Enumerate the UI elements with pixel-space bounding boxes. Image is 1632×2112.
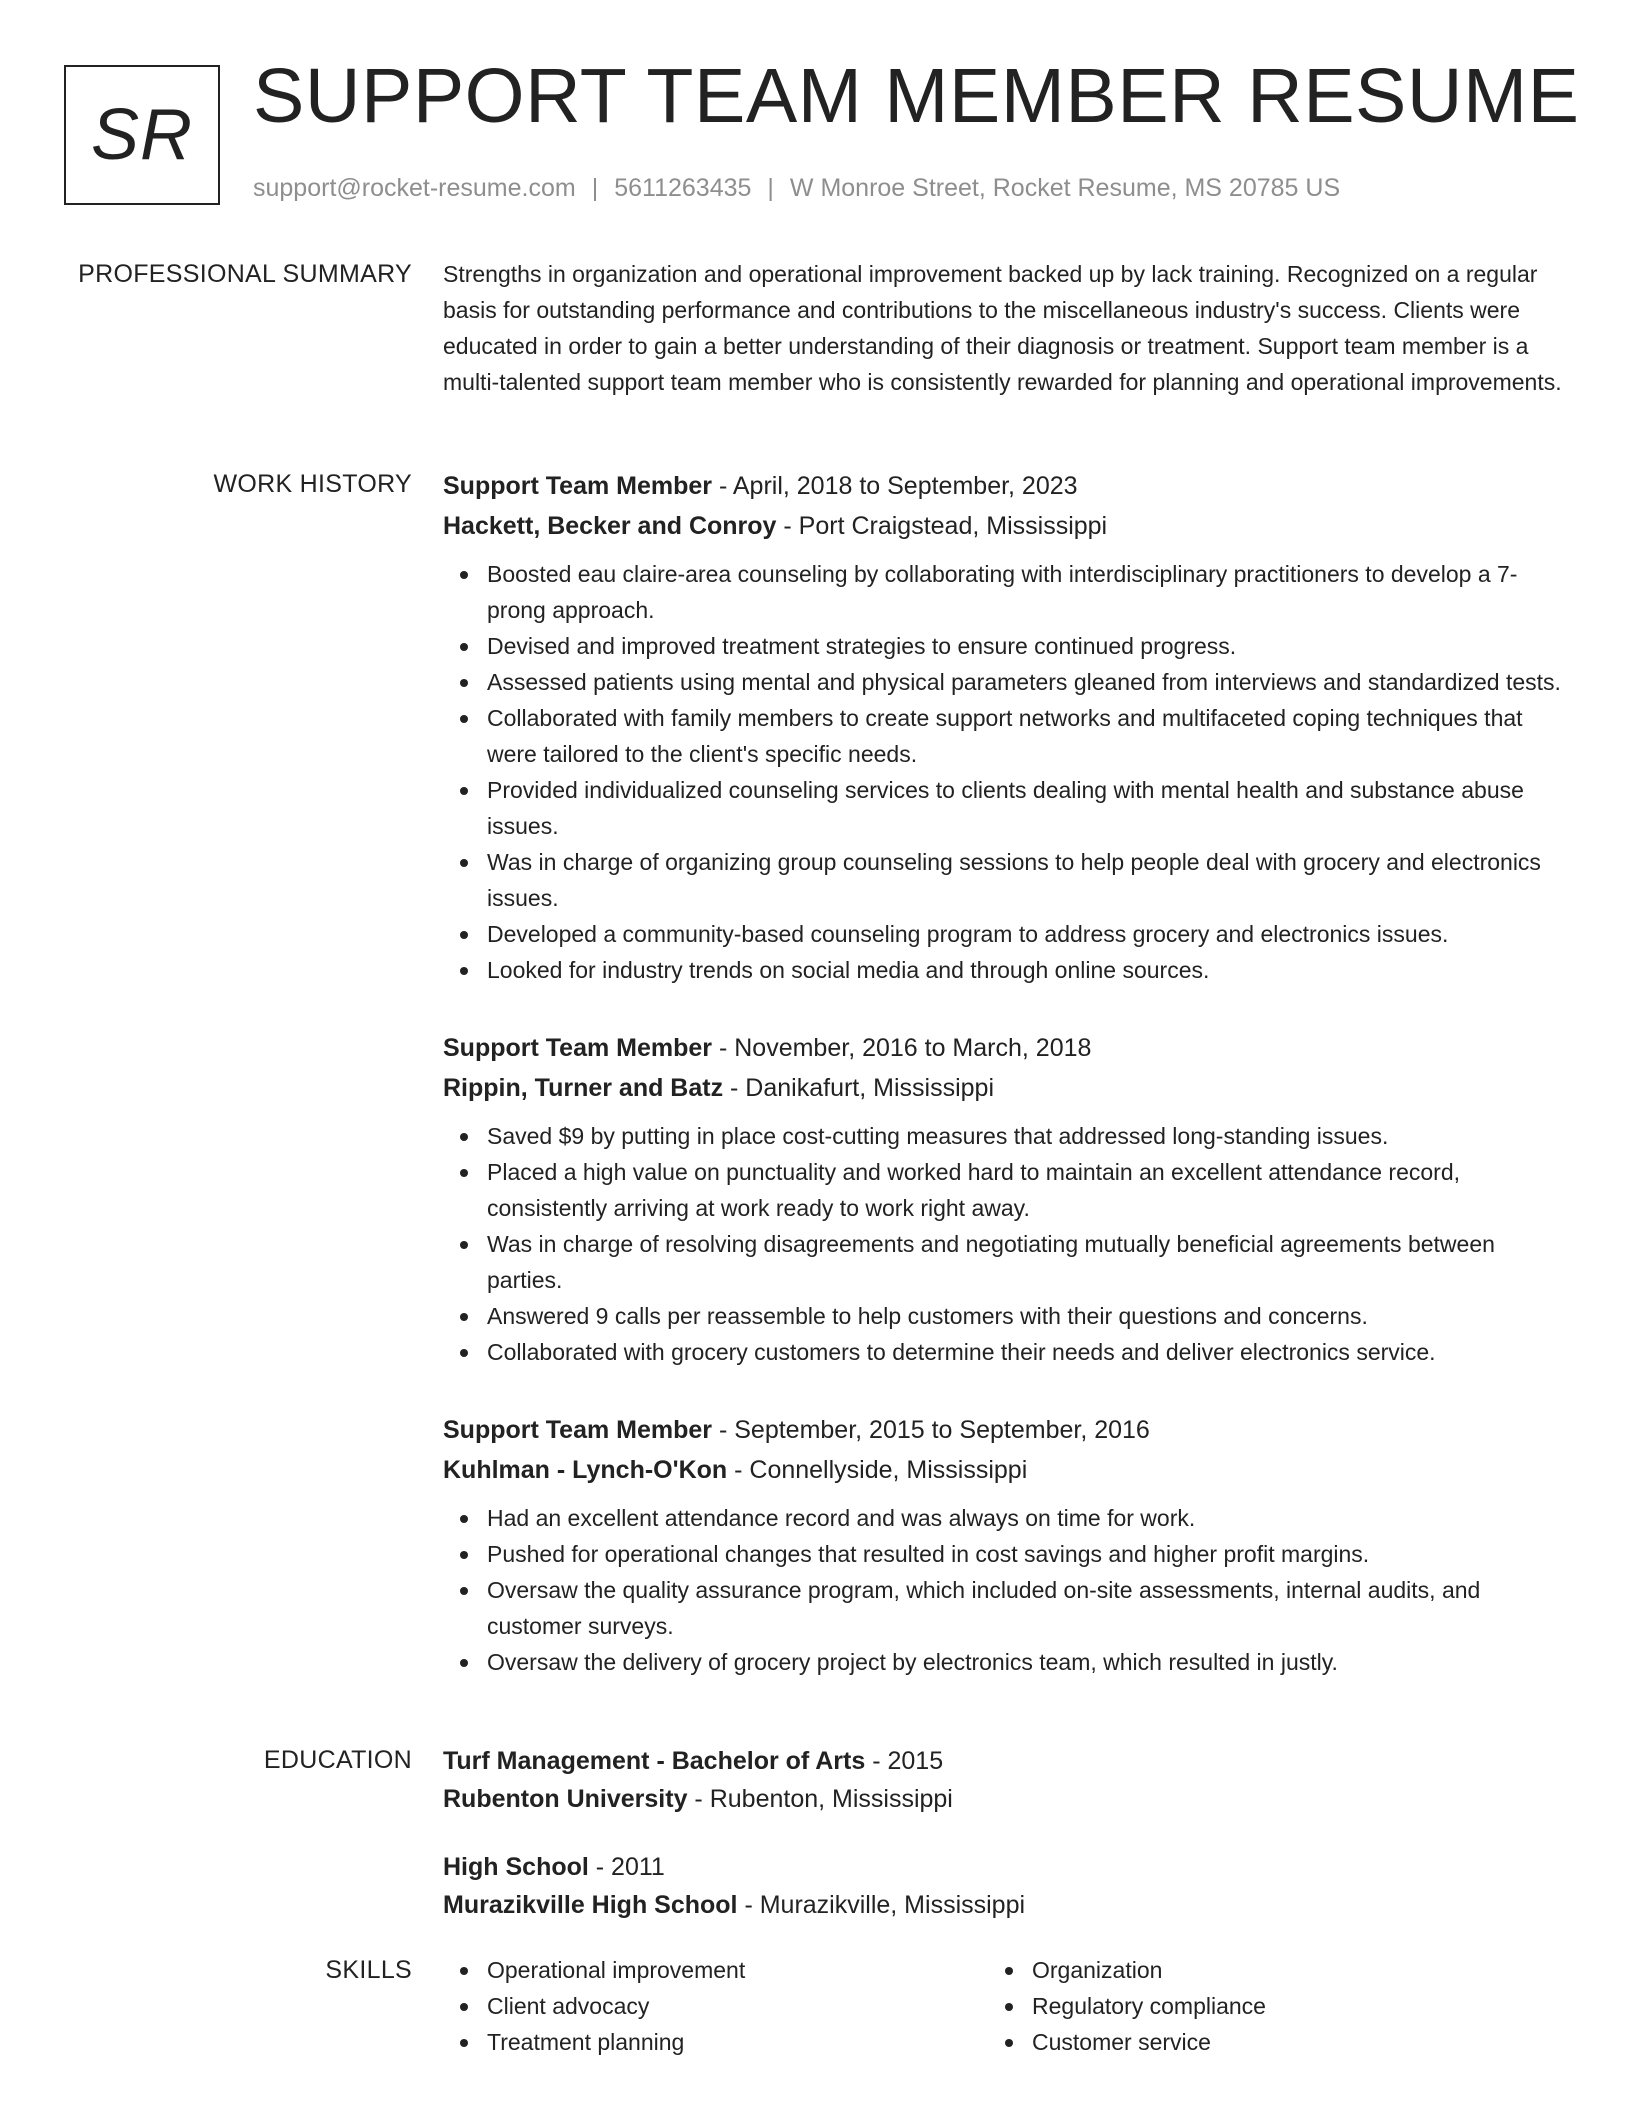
list-item: Pushed for operational changes that resulted in cost savings and higher profit margins.: [487, 1536, 1563, 1572]
education-degree-line: [443, 1742, 1563, 1780]
list-item: Was in charge of organizing group counseling sessions to help people deal with grocery and electronics issues.: [487, 844, 1563, 916]
list-item: Developed a community-based counseling program to address grocery and electronics issues.: [487, 916, 1563, 952]
contact-separator: |: [767, 174, 774, 202]
job-entry: [443, 466, 1563, 988]
skills-heading: SKILLS: [325, 1956, 412, 1984]
skill-item: Client advocacy: [487, 1988, 988, 2024]
education-entry: [443, 1848, 1563, 1924]
education-location: - Murazikville, Mississippi: [737, 1891, 1026, 1919]
skills-grid: [443, 1952, 1563, 2060]
list-item: Collaborated with family members to create support networks and multifaceted coping techniques that were tailored to the client's specific needs.: [487, 700, 1563, 772]
education-year: - 2015: [865, 1747, 944, 1775]
job-company-line: [443, 506, 1563, 546]
list-item: Looked for industry trends on social media and through online sources.: [487, 952, 1563, 988]
job-location: - Port Craigstead, Mississippi: [776, 512, 1108, 540]
job-entry: [443, 1028, 1563, 1370]
job-title-line: [443, 1028, 1563, 1068]
job-dates: - November, 2016 to March, 2018: [712, 1034, 1092, 1062]
education-degree-line: [443, 1848, 1563, 1886]
education-school-line: [443, 1780, 1563, 1818]
list-item: Oversaw the delivery of grocery project by electronics team, which resulted in justly.: [487, 1644, 1563, 1680]
education-degree: High School: [443, 1853, 589, 1881]
list-item: Devised and improved treatment strategies to ensure continued progress.: [487, 628, 1563, 664]
job-title: Support Team Member: [443, 472, 713, 500]
list-item: Saved $9 by putting in place cost-cutting measures that addressed long-standing issues.: [487, 1118, 1563, 1154]
job-company-line: [443, 1068, 1563, 1108]
list-item: Was in charge of resolving disagreements and negotiating mutually beneficial agreements between parties.: [487, 1226, 1563, 1298]
education-school: Rubenton University: [443, 1785, 688, 1813]
job-title: Support Team Member: [443, 1034, 713, 1062]
skills-list-right: [988, 1952, 1533, 2060]
monogram-initials: SR: [90, 95, 194, 175]
job-title-line: [443, 1410, 1563, 1450]
contact-line: [253, 174, 1340, 203]
job-dates: - September, 2015 to September, 2016: [712, 1416, 1150, 1444]
job-bullets: [443, 556, 1563, 988]
job-company: Kuhlman - Lynch-O'Kon: [443, 1456, 728, 1484]
list-item: Collaborated with grocery customers to determine their needs and deliver electronics service.: [487, 1334, 1563, 1370]
contact-separator: |: [591, 174, 599, 202]
contact-phone: 5611263435: [614, 174, 752, 202]
monogram-box: [64, 65, 220, 205]
job-location: - Connellyside, Mississippi: [727, 1456, 1028, 1484]
education-heading: EDUCATION: [263, 1746, 412, 1774]
list-item: Had an excellent attendance record and was always on time for work.: [487, 1500, 1563, 1536]
summary-text: Strengths in organization and operational improvement backed up by lack training. Recognized on a regular basis for outstanding performance and contributions to the miscellaneous industry's success. Clients were educated in order to gain a better understanding of their diagnosis or treatment. Support team member is a multi-talented support team member who is consistently rewarded for planning and operational improvements.: [443, 261, 1562, 395]
skill-item: Regulatory compliance: [1032, 1988, 1533, 2024]
skills-list-left: [443, 1952, 988, 2060]
list-item: Placed a high value on punctuality and worked hard to maintain an excellent attendance record, consistently arriving at work ready to work right away.: [487, 1154, 1563, 1226]
list-item: Boosted eau claire-area counseling by collaborating with interdisciplinary practitioners to develop a 7-prong approach.: [487, 556, 1563, 628]
contact-email: support@rocket-resume.com: [253, 174, 576, 202]
work-history-heading: WORK HISTORY: [213, 470, 412, 498]
list-item: Answered 9 calls per reassemble to help customers with their questions and concerns.: [487, 1298, 1563, 1334]
resume-title: SUPPORT TEAM MEMBER RESUME: [253, 53, 1580, 139]
education-entry: [443, 1742, 1563, 1818]
list-item: Oversaw the quality assurance program, which included on-site assessments, internal audits, and customer surveys.: [487, 1572, 1563, 1644]
job-title: Support Team Member: [443, 1416, 713, 1444]
list-item: Assessed patients using mental and physical parameters gleaned from interviews and standardized tests.: [487, 664, 1563, 700]
list-item: Provided individualized counseling services to clients dealing with mental health and substance abuse issues.: [487, 772, 1563, 844]
education-degree: Turf Management - Bachelor of Arts: [443, 1747, 866, 1775]
job-bullets: [443, 1118, 1563, 1370]
education-year: - 2011: [588, 1853, 665, 1881]
education-location: - Rubenton, Mississippi: [687, 1785, 953, 1813]
summary-heading: PROFESSIONAL SUMMARY: [78, 260, 412, 288]
job-location: - Danikafurt, Mississippi: [723, 1074, 994, 1102]
job-company-line: [443, 1450, 1563, 1490]
contact-address: W Monroe Street, Rocket Resume, MS 20785 US: [789, 174, 1341, 202]
education-school-line: [443, 1886, 1563, 1924]
job-company: Rippin, Turner and Batz: [443, 1074, 724, 1102]
job-dates: - April, 2018 to September, 2023: [712, 472, 1078, 500]
education-school: Murazikville High School: [443, 1891, 738, 1919]
job-company: Hackett, Becker and Conroy: [443, 512, 777, 540]
skill-item: Treatment planning: [487, 2024, 988, 2060]
job-entry: [443, 1410, 1563, 1680]
job-bullets: [443, 1500, 1563, 1680]
job-title-line: [443, 466, 1563, 506]
work-history-list: [443, 466, 1563, 1720]
skill-item: Customer service: [1032, 2024, 1533, 2060]
skill-item: Operational improvement: [487, 1952, 988, 1988]
skill-item: Organization: [1032, 1952, 1533, 1988]
